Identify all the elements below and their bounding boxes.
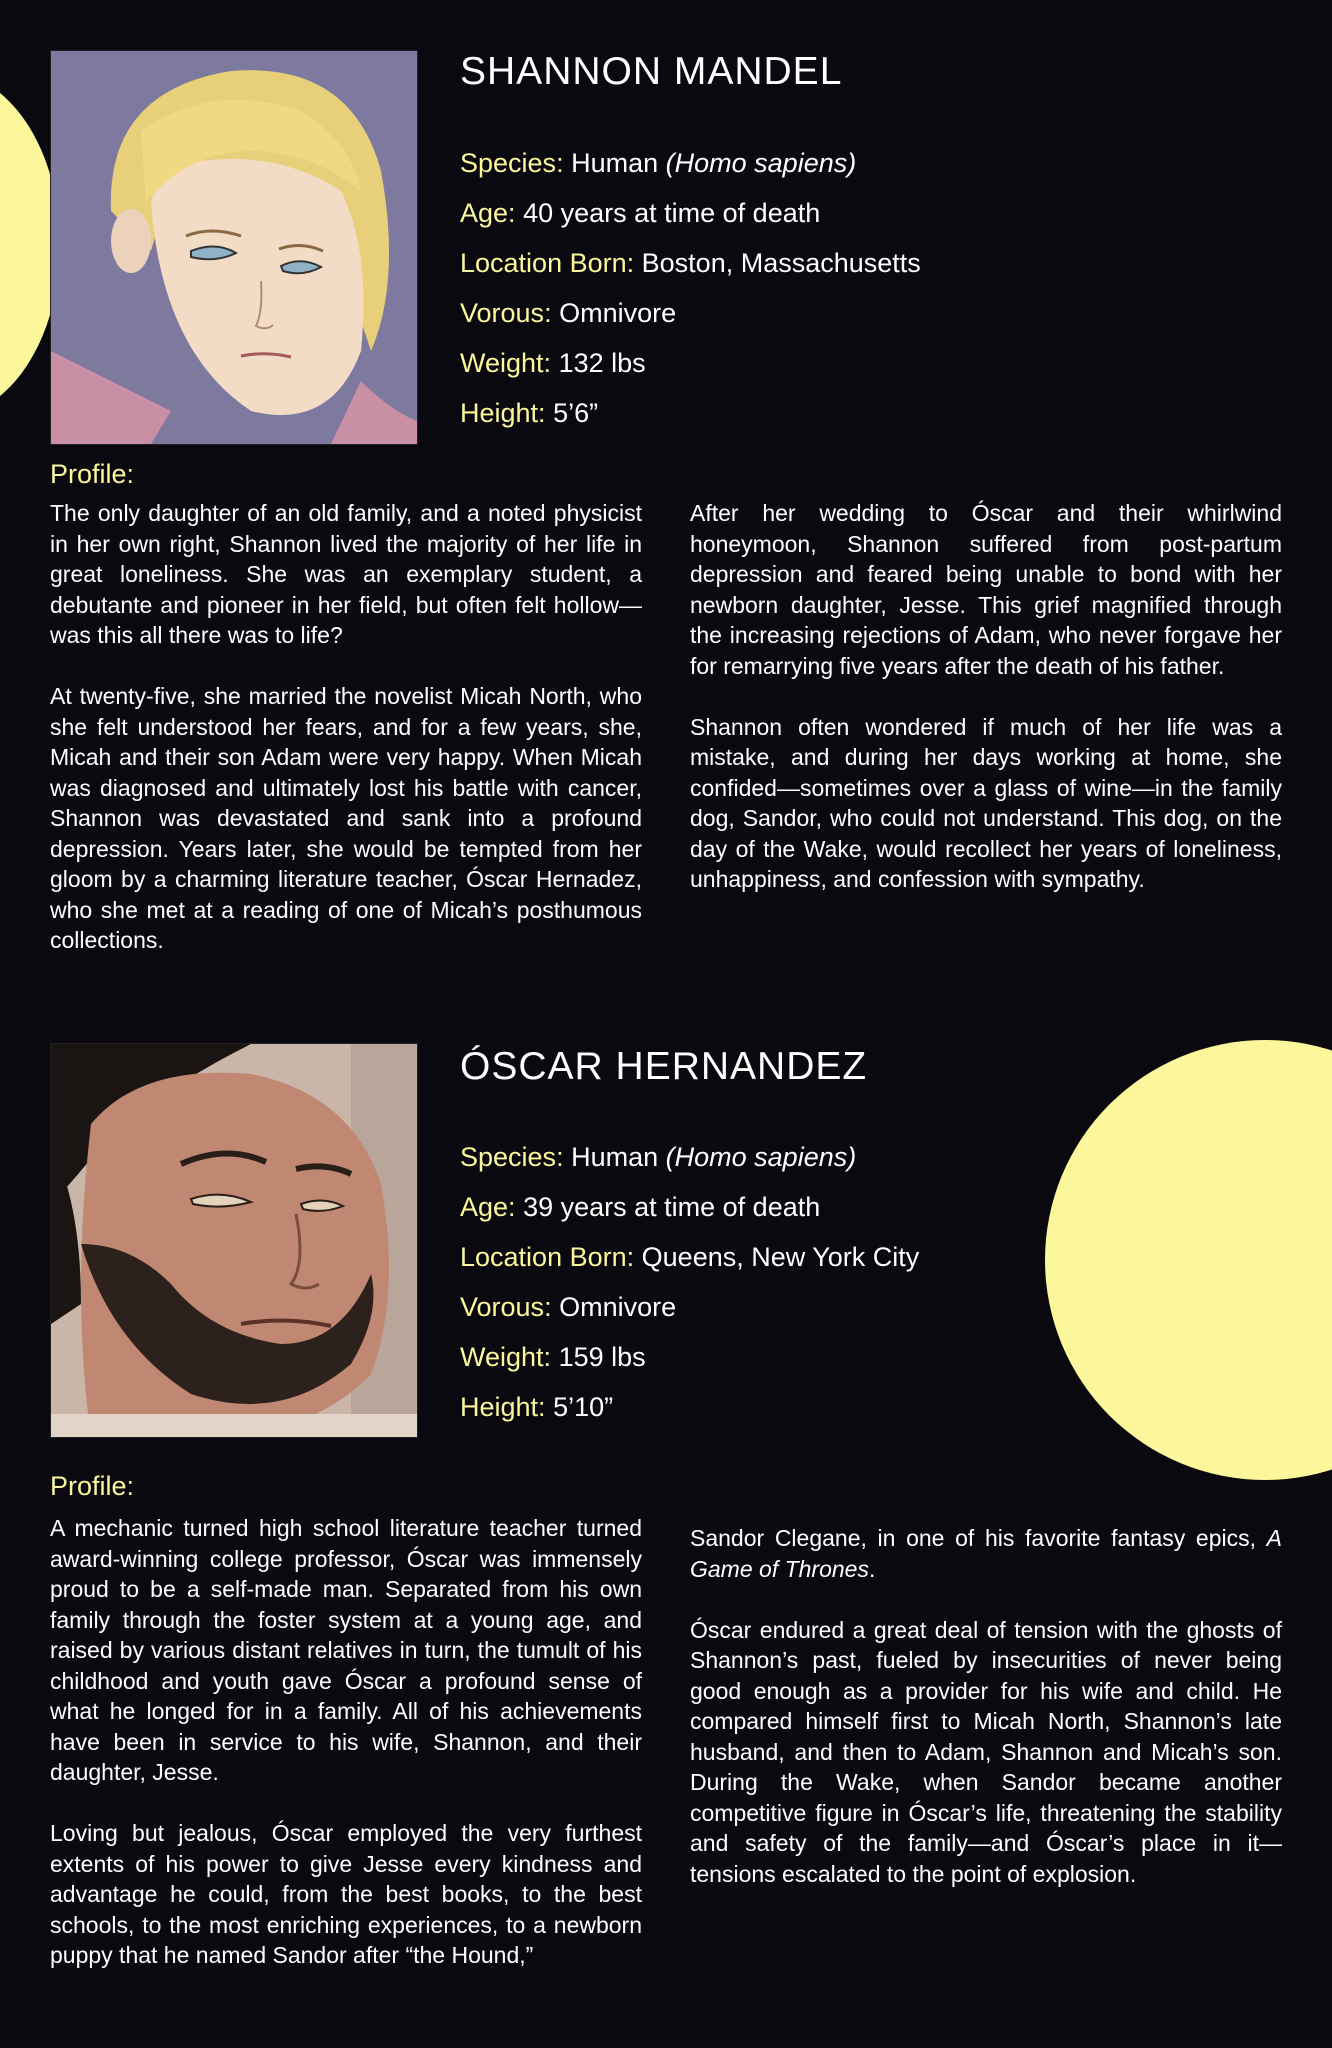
stat-species: [460, 1132, 919, 1182]
stat-value: Queens, New York City: [641, 1242, 920, 1272]
profile-paragraph: The only daughter of an old family, and a noted physicist in her own right, Shannon lived the majority of her life in great loneliness. She was an exemplary student, a debutante and pioneer in her field, but often felt hollow—was this all there was to life?: [50, 500, 642, 648]
character-name: ÓSCAR HERNANDEZ: [460, 1045, 868, 1088]
profile-heading: Profile:: [50, 459, 135, 489]
oscar-portrait: [50, 1043, 418, 1438]
shannon-portrait: [50, 50, 418, 445]
stat-height: [460, 388, 921, 438]
stat-label: Height :: [460, 1392, 546, 1422]
stat-label: Vorous :: [460, 1292, 552, 1322]
stat-label: Species :: [460, 1142, 564, 1172]
stat-label: Location Born :: [460, 1242, 634, 1272]
profile-column-right: [690, 1523, 1282, 1920]
profile-paragraph: Óscar endured a great deal of tension with the ghosts of Shannon’s past, fueled by insecurities of never being good enough as a provider for his wife and child. He compared himself first to Micah North, Shannon’s late husband, and then to Adam, Shannon and Micah’s son. During the Wake, when Sandor became another competitive figure in Óscar’s life, threatening the stability and safety of the family—and Óscar’s place in it—tensions escalated to the point of explosion.: [690, 1616, 1282, 1887]
decorative-circle-middle: [1045, 1040, 1332, 1480]
stat-age: [460, 1182, 919, 1232]
stat-label: Age :: [460, 198, 516, 228]
stat-value: 40 years at time of death: [523, 198, 821, 228]
stat-value: 5’10”: [553, 1392, 614, 1422]
stat-value: 159 lbs: [558, 1342, 646, 1372]
profile-paragraph: Loving but jealous, Óscar employed the very furthest extents of his power to give Jesse every kindness and advantage he could, from the best books, to the best schools, to the most enriching experiences, to a newborn puppy that he named Sandor after “the Hound,”: [50, 1820, 642, 1968]
stat-vorous: [460, 1282, 919, 1332]
profile-paragraph: A mechanic turned high school literature teacher turned award-winning college professor, Óscar was immensely proud to be a self-made man. Separated from his own family through the foster system at a young age, and raised by various distant relatives in turn, the tumult of his childhood and youth gave Óscar a profound sense of what he longed for in a family. All of his achievements have been in service to his wife, Shannon, and their daughter, Jesse.: [50, 1515, 642, 1785]
stat-value-italic: (Homo sapiens): [665, 1142, 857, 1172]
stats-list: [460, 138, 921, 438]
stat-weight: [460, 1332, 919, 1382]
stat-label: Location Born :: [460, 248, 634, 278]
stat-value: 5’6”: [553, 398, 599, 428]
stat-label: Species :: [460, 148, 564, 178]
stat-value: Omnivore: [559, 298, 677, 328]
stat-age: [460, 188, 921, 238]
stat-value: Human: [571, 148, 659, 178]
profile-paragraph: After her wedding to Óscar and their whirlwind honeymoon, Shannon suffered from post-partum depression and feared being unable to bond with her newborn daughter, Jesse. This grief magnified through the increasing rejections of Adam, who never forgave her for remarrying five years after the death of his father.: [690, 500, 1282, 679]
stat-label: Height :: [460, 398, 546, 428]
stat-value-italic: (Homo sapiens): [665, 148, 857, 178]
stat-weight: [460, 338, 921, 388]
profile-heading: Profile:: [50, 1471, 135, 1501]
profile-paragraph: At twenty-five, she married the novelist Micah North, who she felt understood her fears, and for a few years, she, Micah and their son Adam were very happy. When Micah was diagnosed and ultimately lost his battle with cancer, Shannon was devastated and sank into a profound depression. Years later, she would be tempted from her gloom by a charming literature teacher, Óscar Hernadez, who she met at a reading of one of Micah’s posthumous collections.: [50, 683, 642, 953]
stat-height: [460, 1382, 919, 1432]
stat-label: Vorous :: [460, 298, 552, 328]
profile-column-left: [50, 1513, 642, 2001]
stat-value: 132 lbs: [558, 348, 646, 378]
stat-label: Weight :: [460, 1342, 551, 1372]
stat-species: [460, 138, 921, 188]
profile-paragraph: Shannon often wondered if much of her life was a mistake, and during her days working at home, she confided—sometimes over a glass of wine—in the family dog, Sandor, who could not understand. This dog, on the day of the Wake, would recollect her years of loneliness, unhappiness, and confession with sympathy.: [690, 713, 1282, 892]
stat-value: 39 years at time of death: [523, 1192, 821, 1222]
stat-label: Weight :: [460, 348, 551, 378]
stat-value: Human: [571, 1142, 659, 1172]
continued-text: Sandor Clegane, in one of his favorite fantasy epics,: [690, 1525, 1267, 1551]
stat-label: Age :: [460, 1192, 516, 1222]
stat-vorous: [460, 288, 921, 338]
profile-paragraph-continued: [690, 1523, 1282, 1584]
character-name: SHANNON MANDEL: [460, 50, 843, 93]
stats-list: [460, 1132, 919, 1432]
continued-text-end: .: [868, 1555, 876, 1582]
book-title: A Game of Thrones: [690, 1525, 1282, 1582]
profile-column-left: [50, 498, 642, 986]
stat-location-born: [460, 1232, 919, 1282]
stat-value: Boston, Massachusetts: [641, 248, 921, 278]
stat-value: Omnivore: [559, 1292, 677, 1322]
profile-column-right: [690, 498, 1282, 925]
stat-location-born: [460, 238, 921, 288]
